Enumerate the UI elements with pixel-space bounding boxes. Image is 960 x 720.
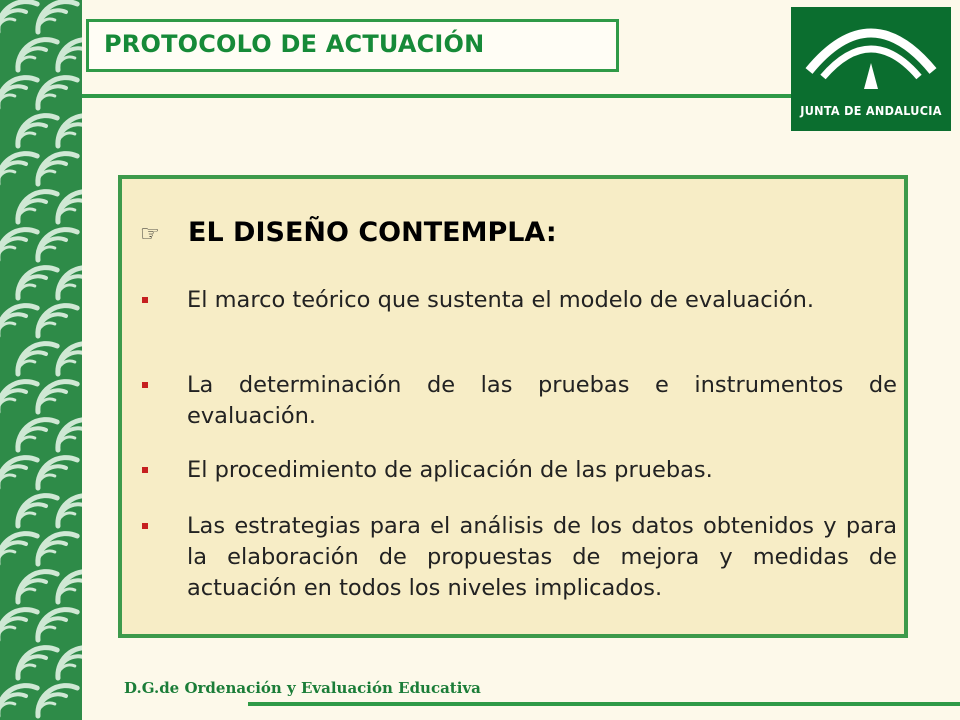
sidebar-motif [38,534,77,564]
sidebar-pattern [0,0,82,720]
sidebar-motif [18,192,57,222]
sidebar-motif [58,192,82,222]
sidebar-motif [38,2,77,32]
page-title: PROTOCOLO DE ACTUACIÓN [104,30,485,58]
sidebar-motif [58,572,82,602]
bullet-icon [142,467,148,473]
list-item: El procedimiento de aplicación de las pruebas. [187,457,713,483]
list-item: Las estrategias para el análisis de los datos obtenidos y para la elaboración de propuestas de mejora y medidas de actuación en todos los niveles implicados. [187,513,897,601]
bullet-icon [142,382,148,388]
sidebar-motif [58,420,82,450]
sidebar-motif [0,534,37,564]
sidebar-motif [58,116,82,146]
footer-text: D.G.de Ordenación y Evaluación Educativa [124,679,481,697]
title-box [86,19,619,72]
sidebar-motif [0,2,37,32]
sidebar-motif [18,268,57,298]
sidebar-motif [18,116,57,146]
pointing-hand-icon: ☞ [140,222,160,247]
list-item: La determinación de las pruebas e instrumentos de evaluación. [187,372,897,429]
decorative-sidebar [0,0,82,720]
title-divider [82,94,794,98]
sidebar-motif [38,306,77,336]
sidebar-motif [38,230,77,260]
sidebar-motif [0,306,37,336]
sidebar-motif [38,686,77,716]
sidebar-motif [58,648,82,678]
sidebar-motif [38,154,77,184]
sidebar-motif [0,458,37,488]
sidebar-motif [58,40,82,70]
sidebar-motif [0,610,37,640]
logo-text: JUNTA DE ANDALUCIA [800,103,942,118]
sidebar-motif [18,344,57,374]
content-panel [118,175,908,638]
section-heading: EL DISEÑO CONTEMPLA: [188,217,557,248]
sidebar-motif [18,572,57,602]
sidebar-motif [58,344,82,374]
sidebar-motif [0,382,37,412]
bullet-icon [142,523,148,529]
sidebar-motif [38,382,77,412]
sidebar-motif [18,496,57,526]
sidebar-motif [18,648,57,678]
sidebar-motif [58,268,82,298]
sidebar-motif [18,40,57,70]
sidebar-motif [38,610,77,640]
sidebar-motif [0,78,37,108]
sidebar-motif [0,154,37,184]
sidebar-motif [38,458,77,488]
sidebar-motif [0,230,37,260]
junta-andalucia-logo [791,7,951,131]
bullet-icon [142,297,148,303]
sidebar-motif [58,496,82,526]
list-item: El marco teórico que sustenta el modelo de evaluación. [187,287,815,313]
sidebar-motif [0,686,37,716]
footer-divider [248,702,960,706]
sidebar-motif [18,420,57,450]
sidebar-motif [38,78,77,108]
